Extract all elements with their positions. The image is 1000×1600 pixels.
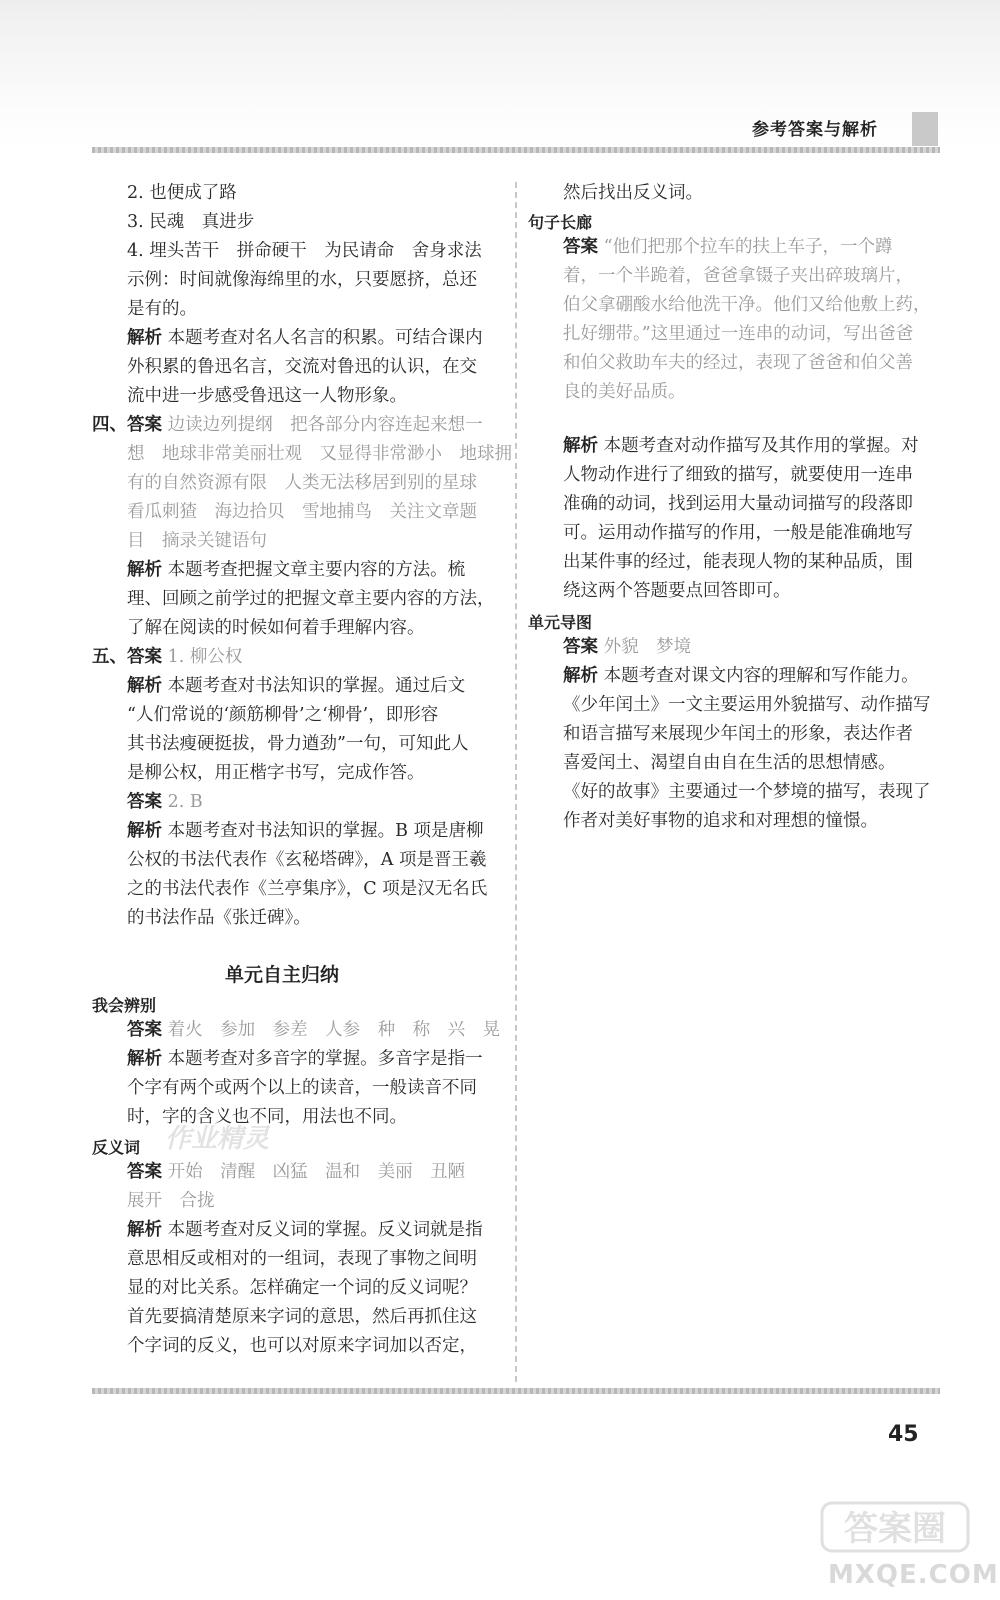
- q5-analysis2-line: 的书法作品《张迁碑》。: [127, 908, 311, 928]
- fanyi-analysis-first-line: 解析 本题考查对反义词的掌握。反义词就是指: [127, 1220, 483, 1240]
- answer-label: 答案: [563, 637, 598, 657]
- juzi-answer-line: 伯父拿硼酸水给他洗干净。他们又给他敷上药，: [563, 295, 931, 315]
- juzi-answer-line: 扎好绷带。”这里通过一连串的动词，写出爸爸: [563, 324, 914, 344]
- daotu-analysis-line: 《好的故事》主要通过一个梦境的描写，表现了: [563, 782, 931, 802]
- fanyi-analysis-line: 意思相反或相对的一组词，表现了事物之间明: [127, 1249, 477, 1269]
- answer-label: 答案: [127, 647, 162, 667]
- juzi-analysis-line: 绕这两个答题要点回答即可。: [563, 581, 791, 601]
- watermark-logo-icon: [820, 1495, 970, 1555]
- q5-analysis2-first-line: 解析 本题考查对书法知识的掌握。B 项是唐柳: [127, 821, 484, 841]
- q4-number: 四、: [92, 415, 127, 435]
- wohui-analysis-line: 时，字的含义也不同，用法也不同。: [127, 1107, 407, 1127]
- q3-analysis-first-line: 解析 本题考查对名人名言的积累。可结合课内: [127, 328, 483, 348]
- q4-answer-line: 看瓜刺猹 海边拾贝 雪地捕鸟 关注文章题: [127, 502, 477, 522]
- fanyi-analysis-line: 首先要搞清楚原来字词的意思，然后再抓住这: [127, 1307, 477, 1327]
- answer-label: 答案: [563, 237, 598, 257]
- watermark-text: MXQE.COM: [828, 1560, 999, 1590]
- analysis-label: 解析: [563, 436, 598, 456]
- analysis-label: 解析: [127, 328, 162, 348]
- section-heading-fanyi: 反义词: [92, 1138, 141, 1157]
- wohui-analysis-line: 个字有两个或两个以上的读音，一般读音不同: [127, 1078, 477, 1098]
- fanyi-analysis-line: 显的对比关系。怎样确定一个词的反义词呢？: [127, 1278, 477, 1298]
- answer-label: 答案: [127, 415, 162, 435]
- footer-rule: [92, 1388, 940, 1394]
- q5-analysis2-line: 公权的书法代表作《玄秘塔碑》，A 项是晋王羲: [127, 850, 487, 870]
- svg-text:答案圈: 答案圈: [844, 1509, 946, 1549]
- q4-answer-line: 目 摘录关键语句: [127, 531, 267, 551]
- fanyi-answer-first-line: 答案 开始 清醒 凶猛 温和 美丽 丑陋: [127, 1162, 466, 1182]
- watermark-stamp: 作业精灵: [165, 1124, 270, 1154]
- header-rule: [92, 147, 940, 153]
- fanyi-analysis-line: 个字词的反义，也可以对原来字词加以否定，: [127, 1336, 477, 1356]
- q3-item: 3. 民魂 真进步: [127, 212, 255, 232]
- q5-analysis1-first-line: 解析 本题考查对书法知识的掌握。通过后文: [127, 676, 466, 696]
- fanyi-answer-line: 展开 合拢: [127, 1191, 215, 1211]
- wohui-answer-line: 答案 着火 参加 参差 人参 种 称 兴 晃: [127, 1020, 501, 1040]
- q4-answer-line: 有的自然资源有限 人类无法移居到别的星球: [127, 473, 477, 493]
- wohui-analysis-first-line: 解析 本题考查对多音字的掌握。多音字是指一: [127, 1049, 483, 1069]
- daotu-analysis-line: 和语言描写来展现少年闰土的形象，表达作者: [563, 724, 913, 744]
- analysis-label: 解析: [563, 666, 598, 686]
- q3-item: 4. 埋头苦干 拼命硬干 为民请命 舍身求法: [127, 241, 482, 261]
- unit-summary-title: 单元自主归纳: [225, 964, 340, 986]
- juzi-answer-line: 和伯父救助车夫的经过，表现了爸爸和伯父善: [563, 353, 913, 373]
- q5-number: 五、: [92, 647, 127, 667]
- q5-analysis1-line: 其书法瘦硬挺拔，骨力遒劲”一句，可知此人: [127, 734, 469, 754]
- juzi-answer-line: 着，一个半跪着，爸爸拿镊子夹出碎玻璃片，: [563, 266, 913, 286]
- q4-analysis-first-line: 解析 本题考查把握文章主要内容的方法。梳: [127, 560, 466, 580]
- daotu-analysis-line: 喜爱闰土、渴望自由自在生活的思想情感。: [563, 753, 896, 773]
- fanyi-continuation-line: 然后找出反义词。: [563, 183, 703, 203]
- section-heading-juzi: 句子长廊: [528, 213, 593, 232]
- analysis-label: 解析: [127, 560, 162, 580]
- juzi-answer-first-line: 答案 “他们把那个拉车的扶上车子，一个蹲: [563, 237, 893, 257]
- header-tab-marker: [912, 112, 938, 146]
- q4-answer-line: 想 地球非常美丽壮观 又显得非常渺小 地球拥: [127, 444, 512, 464]
- juzi-answer-line: 良的美好品质。: [563, 382, 686, 402]
- q5-answer1-line: 五、答案 1. 柳公权: [92, 647, 243, 667]
- analysis-label: 解析: [127, 1220, 162, 1240]
- answer-label: 答案: [127, 1020, 162, 1040]
- q4-analysis-line: 理、回顾之前学过的把握文章主要内容的方法，: [127, 589, 495, 609]
- analysis-label: 解析: [127, 821, 162, 841]
- q5-answer2-line: 答案 2. B: [127, 792, 203, 812]
- page-header-title: 参考答案与解析: [752, 120, 878, 140]
- juzi-analysis-line: 人物动作进行了细致的描写，就要使用一连串: [563, 465, 913, 485]
- q3-item: 2. 也便成了路: [127, 183, 237, 203]
- juzi-analysis-first-line: 解析 本题考查对动作描写及其作用的掌握。对: [563, 436, 919, 456]
- juzi-analysis-line: 出某件事的经过，能表现人物的某种品质，围: [563, 552, 913, 572]
- page-number: 45: [888, 1422, 919, 1447]
- section-heading-wohui: 我会辨别: [92, 996, 157, 1015]
- analysis-label: 解析: [127, 1049, 162, 1069]
- daotu-answer-line: 答案 外貌 梦境: [563, 637, 692, 657]
- q4-analysis-line: 了解在阅读的时候如何着手理解内容。: [127, 618, 425, 638]
- q5-analysis1-line: “人们常说的‘颜筋柳骨’之‘柳骨’，即形容: [127, 705, 439, 725]
- q3-item: 示例：时间就像海绵里的水，只要愿挤，总还: [127, 270, 477, 290]
- section-heading-daotu: 单元导图: [528, 613, 593, 632]
- q3-item: 是有的。: [127, 299, 197, 319]
- q5-analysis1-line: 是柳公权，用正楷字书写，完成作答。: [127, 763, 425, 783]
- column-divider: [515, 182, 517, 1382]
- daotu-analysis-first-line: 解析 本题考查对课文内容的理解和写作能力。: [563, 666, 919, 686]
- juzi-analysis-line: 可。运用动作描写的作用，一般是能准确地写: [563, 523, 913, 543]
- q4-answer-first-line: 四、答案 边读边列提纲 把各部分内容连起来想一: [92, 415, 483, 435]
- q3-analysis-line: 外积累的鲁迅名言，交流对鲁迅的认识，在交: [127, 357, 477, 377]
- analysis-label: 解析: [127, 676, 162, 696]
- juzi-analysis-line: 准确的动词，找到运用大量动词描写的段落即: [563, 494, 913, 514]
- daotu-analysis-line: 《少年闰土》一文主要运用外貌描写、动作描写: [563, 695, 931, 715]
- daotu-analysis-line: 作者对美好事物的追求和对理想的憧憬。: [563, 811, 878, 831]
- q5-analysis2-line: 之的书法代表作《兰亭集序》，C 项是汉无名氏: [127, 879, 488, 899]
- q3-analysis-line: 流中进一步感受鲁迅这一人物形象。: [127, 386, 407, 406]
- answer-label: 答案: [127, 1162, 162, 1182]
- answer-label: 答案: [127, 792, 162, 812]
